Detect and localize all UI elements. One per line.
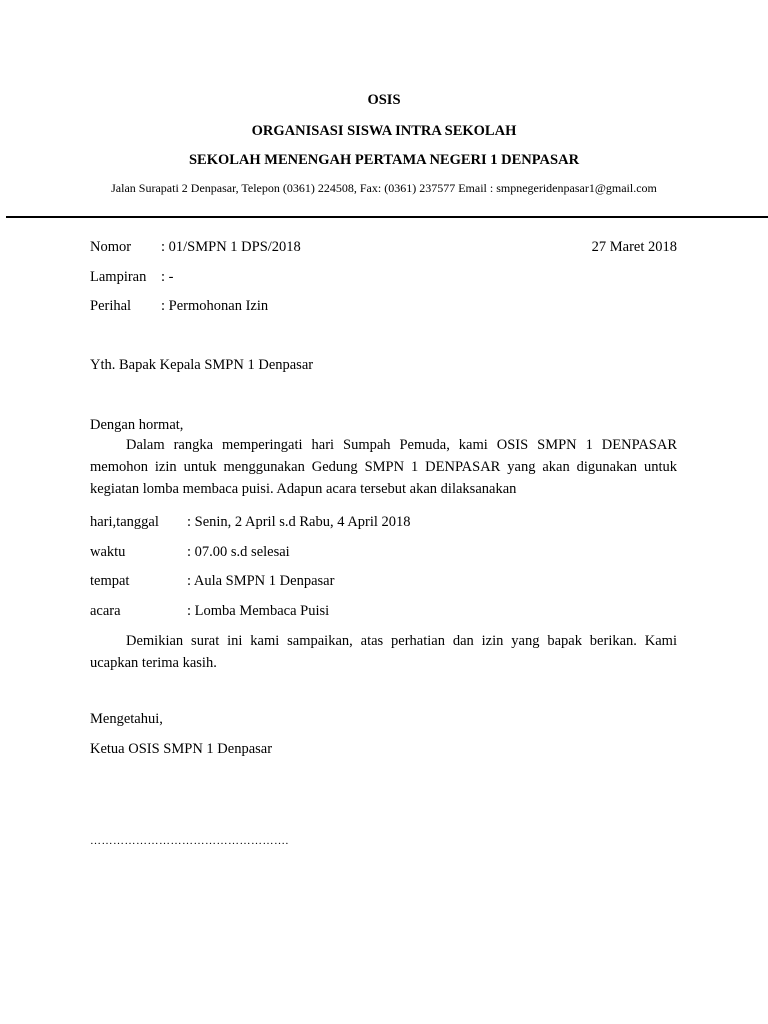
- school-name: SEKOLAH MENENGAH PERTAMA NEGERI 1 DENPASAR: [188, 152, 580, 168]
- detail-row: [90, 572, 335, 590]
- lampiran-value: : -: [161, 269, 174, 285]
- perihal-value: : Permohonan Izin: [161, 298, 269, 314]
- signer-title: Ketua OSIS SMPN 1 Denpasar: [90, 741, 273, 757]
- detail-row: [90, 513, 411, 531]
- body1-line1: Dalam rangka memperingati hari Sumpah Pemuda, kami OSIS SMPN 1 DENPASAR: [126, 437, 677, 453]
- perihal-label: Perihal: [90, 298, 132, 314]
- nomor-label: Nomor: [90, 239, 132, 255]
- detail-value: : Aula SMPN 1 Denpasar: [187, 573, 335, 589]
- body1-line3: kegiatan lomba membaca puisi. Adapun acara tersebut akan dilaksanakan: [90, 481, 517, 497]
- lampiran-label: Lampiran: [90, 269, 147, 285]
- perihal-row: [90, 297, 269, 315]
- detail-value: : Lomba Membaca Puisi: [187, 603, 330, 619]
- detail-label: acara: [90, 603, 121, 619]
- org-full-name: ORGANISASI SISWA INTRA SEKOLAH: [251, 123, 517, 139]
- header-divider: [6, 216, 768, 218]
- body2-line2: ucapkan terima kasih.: [90, 655, 217, 671]
- recipient: Yth. Bapak Kepala SMPN 1 Denpasar: [90, 357, 314, 373]
- body-paragraph-1: [90, 434, 677, 500]
- signature-line: …………………………………………….: [90, 835, 289, 847]
- body-paragraph-2: [90, 630, 677, 674]
- detail-value: : Senin, 2 April s.d Rabu, 4 April 2018: [187, 514, 411, 530]
- lampiran-row: [90, 268, 174, 286]
- body1-line2: memohon izin untuk menggunakan Gedung SMPN 1 DENPASAR yang akan digunakan untuk: [90, 459, 677, 475]
- school-address: Jalan Surapati 2 Denpasar, Telepon (0361) 224508, Fax: (0361) 237577 Email : smpnegeridenpasar1@gmail.com: [111, 181, 657, 195]
- acknowledge-text: Mengetahui,: [90, 711, 163, 727]
- detail-row: [90, 602, 330, 620]
- detail-label: hari,tanggal: [90, 514, 159, 530]
- detail-label: tempat: [90, 573, 130, 589]
- letter-date: 27 Maret 2018: [591, 239, 677, 255]
- nomor-row: [90, 238, 301, 256]
- org-short-name: OSIS: [367, 92, 401, 108]
- greeting: Dengan hormat,: [90, 417, 184, 433]
- detail-value: : 07.00 s.d selesai: [187, 544, 290, 560]
- detail-row: [90, 543, 290, 561]
- detail-label: waktu: [90, 544, 126, 560]
- nomor-value: : 01/SMPN 1 DPS/2018: [161, 239, 301, 255]
- body2-line1: Demikian surat ini kami sampaikan, atas perhatian dan izin yang bapak berikan. Kami: [126, 633, 677, 649]
